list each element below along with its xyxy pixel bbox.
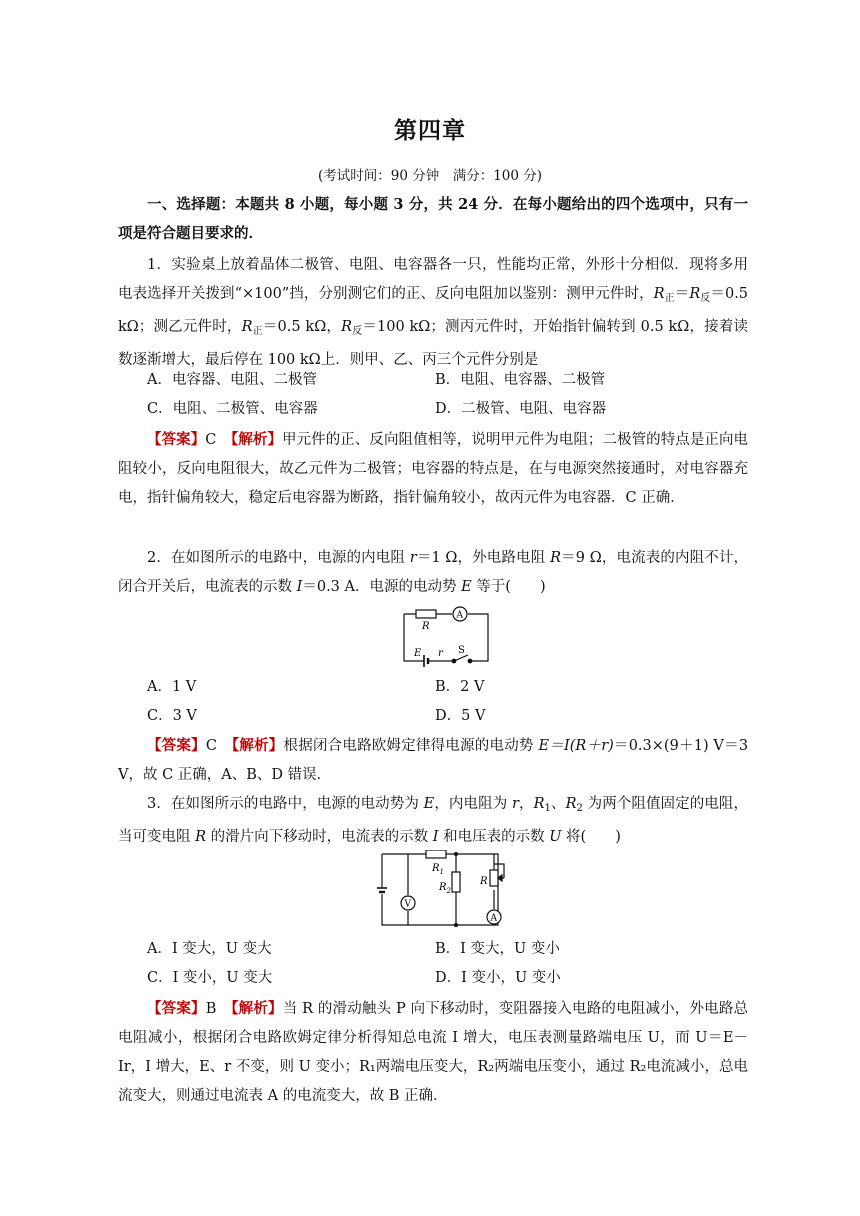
answer-tag: 【答案】 xyxy=(147,737,206,754)
answer-tag: 【答案】 xyxy=(147,1000,206,1017)
formula: E＝I(R＋r) xyxy=(538,738,614,754)
section-heading: 一、选择题：本题共 8 小题，每小题 3 分，共 24 分．在每小题给出的四个选项中，只有一项是符合题目要求的． xyxy=(118,196,748,242)
question-3-options xyxy=(147,935,747,993)
analysis-tag: 【解析】 xyxy=(231,737,284,754)
option-c: C．I 变小，U 变大 xyxy=(147,970,273,986)
question-1-answer xyxy=(118,425,748,513)
fig2-label-v: V xyxy=(404,899,411,910)
question-3-stem: 3．在如图所示的电路中，电源的电动势为 E，内电阻为 r，$R_1$、$R_2$ 为两个阻值固定的电阻，当可变电阻 R 的滑片向下移动时，电流表的示数 I 和电压表的示数 U 将( ) xyxy=(118,796,749,845)
option-d: D．二极管、电阻、电容器 xyxy=(435,401,607,417)
option-d: D．I 变小，U 变小 xyxy=(435,970,561,986)
fig1-label-s: S xyxy=(458,645,465,656)
circuit-diagram-1 xyxy=(398,604,494,668)
answer-value: C xyxy=(205,432,217,448)
analysis-tag: 【解析】 xyxy=(231,431,283,448)
answer-value: C xyxy=(205,738,217,754)
option-d: D．5 V xyxy=(435,708,486,724)
answer-tag: 【答案】 xyxy=(147,431,206,448)
option-c: C．电阻、二极管、电容器 xyxy=(147,401,318,417)
option-c: C．3 V xyxy=(147,708,197,724)
option-a: A．I 变大，U 变大 xyxy=(147,941,272,957)
analysis-tag: 【解析】 xyxy=(231,1000,283,1017)
option-b: B．I 变大，U 变小 xyxy=(435,941,560,957)
question-3-answer xyxy=(118,994,748,1111)
question-1-options xyxy=(147,366,747,424)
option-b: B．2 V xyxy=(435,679,485,695)
question-3 xyxy=(118,790,748,852)
fig1-label-r-lower: r xyxy=(438,648,443,659)
question-2-options xyxy=(147,673,747,731)
option-a: A．1 V xyxy=(147,679,197,695)
option-a: A．电容器、电阻、二极管 xyxy=(147,372,317,388)
fig2-label-r: R xyxy=(480,876,488,887)
question-1 xyxy=(118,251,748,375)
chapter-title: 第四章 xyxy=(394,118,466,144)
fig2-label-a: A xyxy=(490,913,497,924)
option-b: B．电阻、电容器、二极管 xyxy=(435,372,606,388)
analysis-text: 当 R 的滑动触头 P 向下移动时，变阻器接入电路的电阻减小，外电路总电阻减小，根据闭合电路欧姆定律分析得知总电流 I 增大，电压表测量路端电压 U，而 U＝E－Ir，I 增大，E、r 不变，则 U 变小；R₁两端电压变大，R₂两端电压变小，通过 R₂电流减小，总电流变大，则通过电流表 A 的电流变大，故 B 正确． xyxy=(118,1001,749,1104)
fig2-label-r2: $R_2$ xyxy=(439,882,451,895)
exam-info: (考试时间：90 分钟 满分：100 分) xyxy=(317,168,543,184)
fig1-label-e: E xyxy=(414,648,422,659)
answer-value: B xyxy=(205,1001,217,1017)
fig1-label-a: A xyxy=(456,610,463,621)
question-2 xyxy=(118,544,748,602)
question-1-stem: 1．实验桌上放着晶体二极管、电阻、电容器各一只，性能均正常，外形十分相似．现将多用电表选择开关拨到“×100”挡，分别测它们的正、反向电阻加以鉴别：测甲元件时，$R_正=R_反=0.5$ kΩ；测乙元件时，$R_正=0.5$ kΩ，$R_反=100$ kΩ；测丙元件时，开始指针偏转到 0.5 kΩ，接着读数逐渐增大，最后停在 100 kΩ上．则甲、乙、丙三个元件分别是 xyxy=(118,257,749,368)
fig2-label-r1: $R_1$ xyxy=(432,863,444,876)
question-2-answer: 【答案】C 【解析】根据闭合电路欧姆定律得电源的电动势 E＝I(R＋r)＝0.3×(9＋1) V＝3 V，故 C 正确，A、B、D 错误． xyxy=(118,737,749,783)
section-heading-block xyxy=(118,190,748,248)
circuit-diagram-2 xyxy=(376,850,510,930)
question-2-stem: 2．在如图所示的电路中，电源的内电阻 r＝1 Ω，外电路电阻 R＝9 Ω，电流表的内阻不计，闭合开关后，电流表的示数 I＝0.3 A．电源的电动势 E 等于( ) xyxy=(118,550,748,595)
analysis-text: 甲元件的正、反向阻值相等，说明甲元件为电阻；二极管的特点是正向电阻较小，反向电阻很大，故乙元件为二极管；电容器的特点是，在与电源突然接通时，对电容器充电，指针偏角较大，稳定后电容器为断路，指针偏角较小，故丙元件为电容器．C 正确． xyxy=(118,432,749,506)
fig1-label-r-upper: R xyxy=(422,621,430,632)
